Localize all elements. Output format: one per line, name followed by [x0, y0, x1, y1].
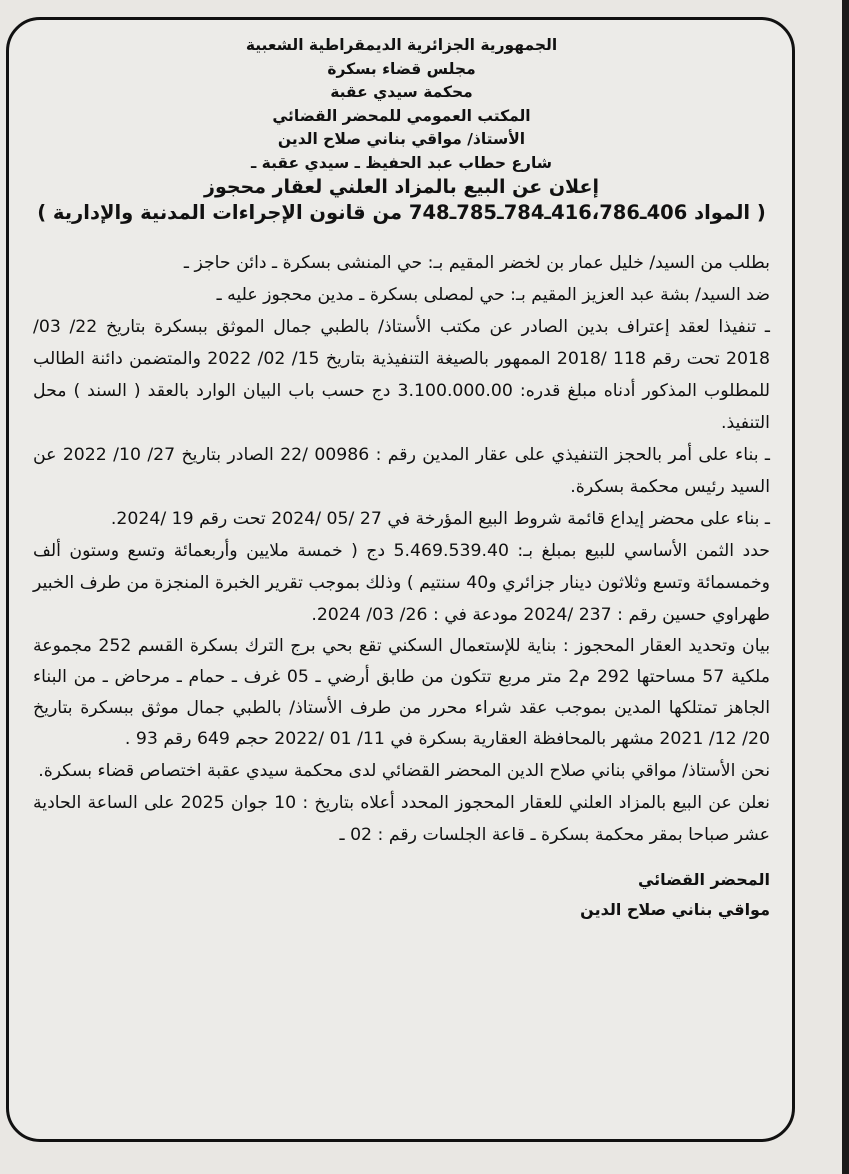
debt-deed-paragraph: ـ تنفيذا لعقد إعتراف بدين الصادر عن مكتب الأستاذ/ بالطبي جمال الموثق ببسكرة بتاريخ 22/ 03/ 2018 تحت رقم 118 /2018 الممهور بالصيغة التنفيذية بتاريخ 15/ 02/ 2022 والمتضمن دائنة الطالب للمطلوب المذكور أدناه مبلغ قدره: 3.100.000.00 دج حسب باب البيان الوارد بالعقد ( السند ) محل التنفيذ. — [33, 317, 771, 433]
conditions-paragraph: ـ بناء على محضر إيداع قائمة شروط البيع المؤرخة في 27 /05 /2024 تحت رقم 19 /2024. — [110, 509, 770, 529]
notice-body — [33, 247, 770, 851]
notice-title: إعلان عن البيع بالمزاد العلني لعقار محجوز — [204, 176, 599, 198]
signature-block — [33, 865, 770, 925]
signature-role: المحضر القضائي — [637, 870, 770, 889]
legal-articles: ( المواد 406ـ416،786ـ784ـ785ـ748 من قانون الإجراءات المدنية والإدارية ) — [37, 201, 766, 224]
property-description-paragraph: بيان وتحديد العقار المحجوز : بناية للإستعمال السكني تقع بحي برج الترك بسكرة القسم 252 مجموعة ملكية 57 مساحتها 292 م2 متر مربع تتكون من طابق أرضي ـ 05 غرف ـ حمام ـ مرحاض ـ من البناء الجاهز تمتلكها المدين بموجب عقد شراء محرر من طرف الأستاذ/ بالطبي جمال موثق ببسكرة بتاريخ 20/ 12/ 2021 مشهر بالمحافظة العقارية بسكرة في 11/ 01 /2022 حجم 649 رقم 93 . — [33, 636, 770, 749]
bailiff-name: الأستاذ/ مواقي بناني صلاح الدين — [277, 130, 526, 148]
base-price-paragraph: حدد الثمن الأساسي للبيع بمبلغ بـ: 5.469.539.40 دج ( خمسة ملايين وأربعمائة وتسع وستون ألف وخمسمائة وتسع وثلاثون دينار جزائري و40 سنتيم ) وذلك بموجب تقرير الخبرة المنجزة من طرف الخبير طهراوي حسين رقم : 237 /2024 مودعة في : 26/ 03/ 2024. — [33, 541, 770, 625]
office-name: المكتب العمومي للمحضر القضائي — [272, 106, 531, 125]
court-name: محكمة سيدي عقبة — [330, 83, 473, 101]
judicial-council: مجلس قضاء بسكرة — [327, 59, 476, 78]
applicant-paragraph: بطلب من السيد/ خليل عمار بن لخضر المقيم بـ: حي المنشى بسكرة ـ دائن حاجز ـ — [183, 253, 770, 273]
legal-notice — [6, 17, 795, 1142]
adjacent-column-border — [842, 0, 849, 1174]
signature-name: مواقي بناني صلاح الدين — [580, 900, 770, 919]
republic-name: الجمهورية الجزائرية الديمقراطية الشعبية — [245, 36, 558, 54]
office-address: شارع حطاب عبد الحفيظ ـ سيدي عقبة ـ — [250, 153, 553, 172]
auction-date-paragraph: نعلن عن البيع بالمزاد العلني للعقار المحجوز المحدد أعلاه بتاريخ : 10 جوان 2025 على الساعة الحادية عشر صباحا بمقر محكمة بسكرة ـ قاعة الجلسات رقم : 02 ـ — [33, 793, 770, 845]
seizure-order-paragraph: ـ بناء على أمر بالحجز التنفيذي على عقار المدين رقم : 00986 /22 الصادر بتاريخ 27/ 10/ 2022 عن السيد رئيس محكمة بسكرة. — [33, 445, 770, 497]
debtor-paragraph: ضد السيد/ بشة عبد العزيز المقيم بـ: حي لمصلى بسكرة ـ مدين محجوز عليه ـ — [216, 285, 770, 305]
bailiff-statement-paragraph: نحن الأستاذ/ مواقي بناني صلاح الدين المحضر القضائي لدى محكمة سيدي عقبة اختصاص قضاء بسكرة. — [38, 761, 770, 781]
notice-header — [33, 34, 770, 225]
